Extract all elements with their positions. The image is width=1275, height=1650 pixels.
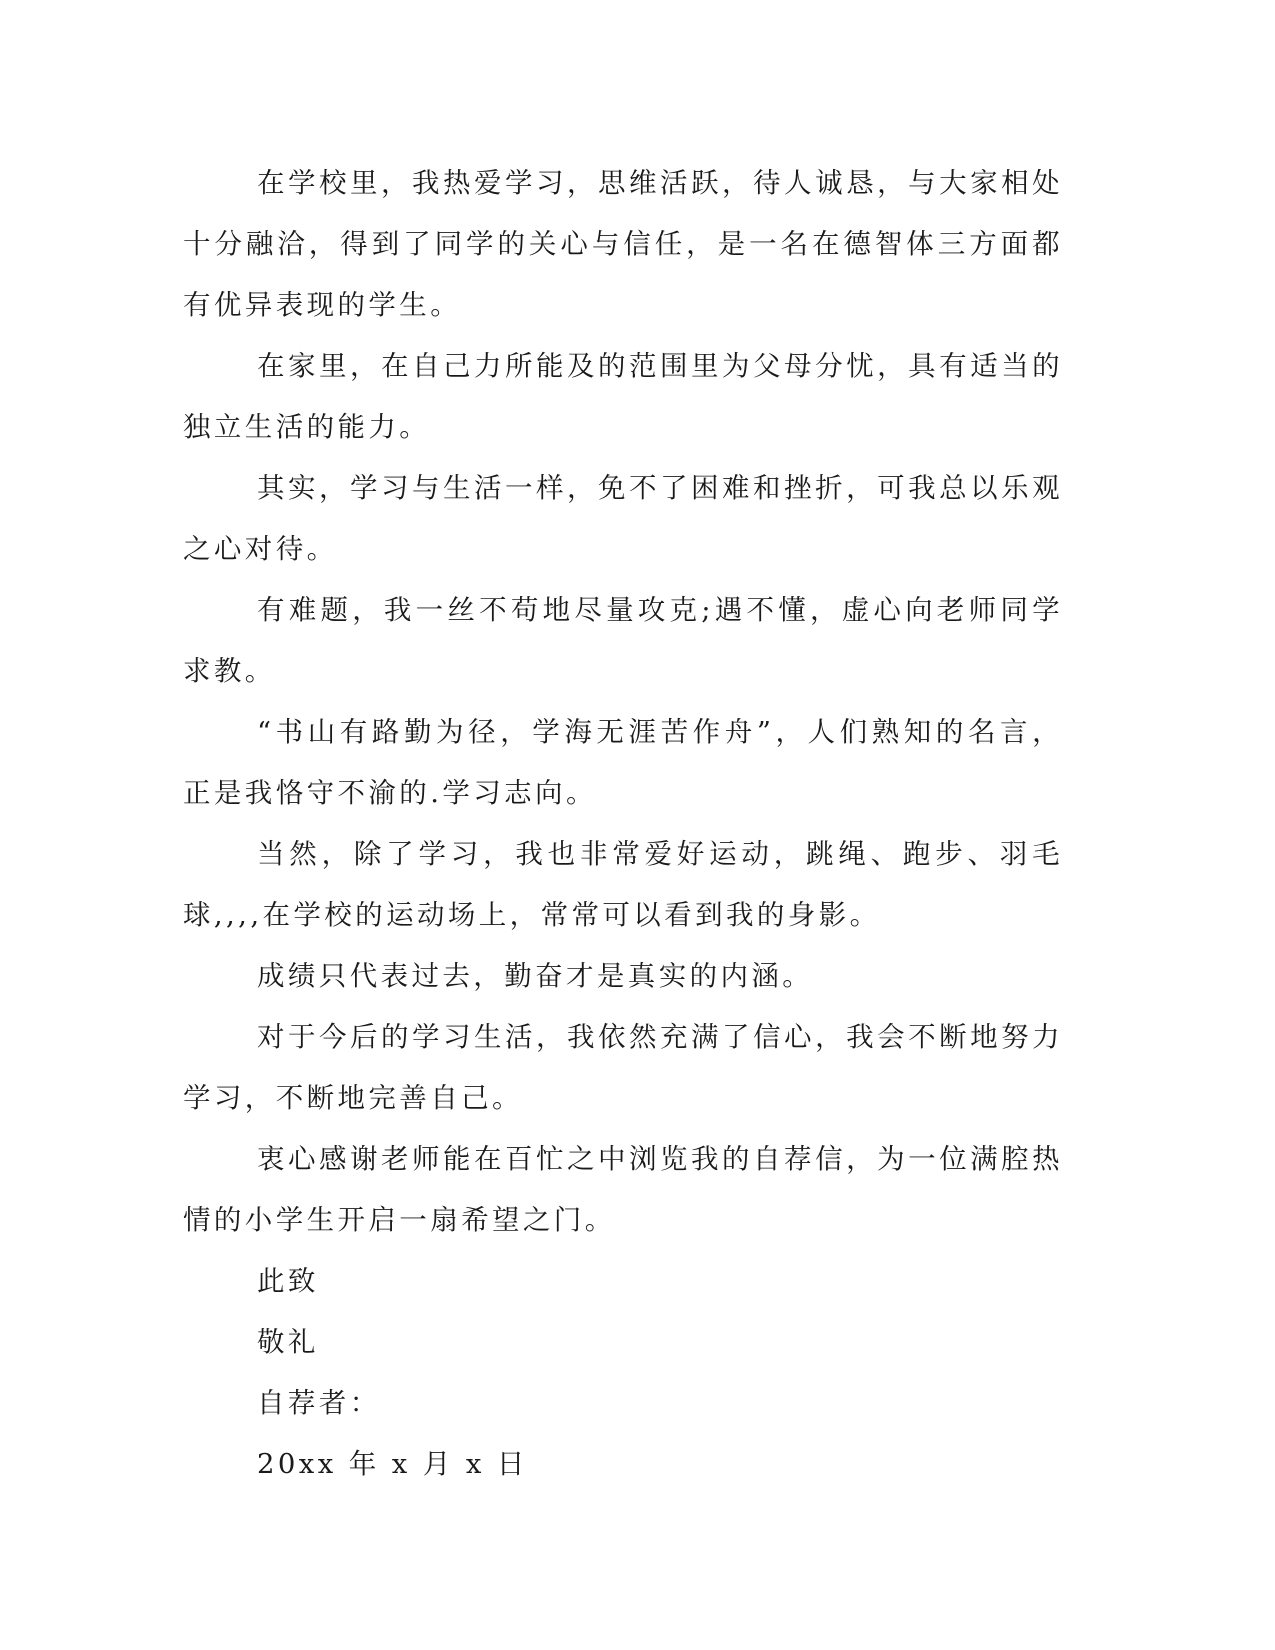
paragraph-home: 在家里，在自己力所能及的范围里为父母分忧，具有适当的独立生活的能力。 xyxy=(183,350,1063,443)
letter-body xyxy=(183,153,1063,1495)
paragraph-attitude: 其实，学习与生活一样，免不了困难和挫折，可我总以乐观之心对待。 xyxy=(183,472,1063,565)
letter-date: 20xx 年 x 月 x 日 xyxy=(257,1448,528,1480)
closing-regards: 敬礼 xyxy=(257,1326,319,1358)
paragraph-thanks: 衷心感谢老师能在百忙之中浏览我的自荐信，为一位满腔热情的小学生开启一扇希望之门。 xyxy=(183,1143,1063,1236)
paragraph-future: 对于今后的学习生活，我依然充满了信心，我会不断地努力学习，不断地完善自己。 xyxy=(183,1021,1063,1114)
closing-salutation: 此致 xyxy=(257,1265,319,1297)
paragraph-diligence: 成绩只代表过去，勤奋才是真实的内涵。 xyxy=(257,960,814,992)
paragraph-problems: 有难题，我一丝不苟地尽量攻克;遇不懂，虚心向老师同学求教。 xyxy=(183,594,1063,687)
signer-label: 自荐者： xyxy=(257,1387,381,1419)
paragraph-sports: 当然，除了学习，我也非常爱好运动，跳绳、跑步、羽毛球,,,,在学校的运动场上，常常可以看到我的身影。 xyxy=(183,838,1063,931)
paragraph-school: 在学校里，我热爱学习，思维活跃，待人诚恳，与大家相处十分融洽，得到了同学的关心与信任，是一名在德智体三方面都有优异表现的学生。 xyxy=(183,167,1063,321)
paragraph-motto: “书山有路勤为径，学海无涯苦作舟”，人们熟知的名言，正是我恪守不渝的.学习志向。 xyxy=(183,716,1063,809)
